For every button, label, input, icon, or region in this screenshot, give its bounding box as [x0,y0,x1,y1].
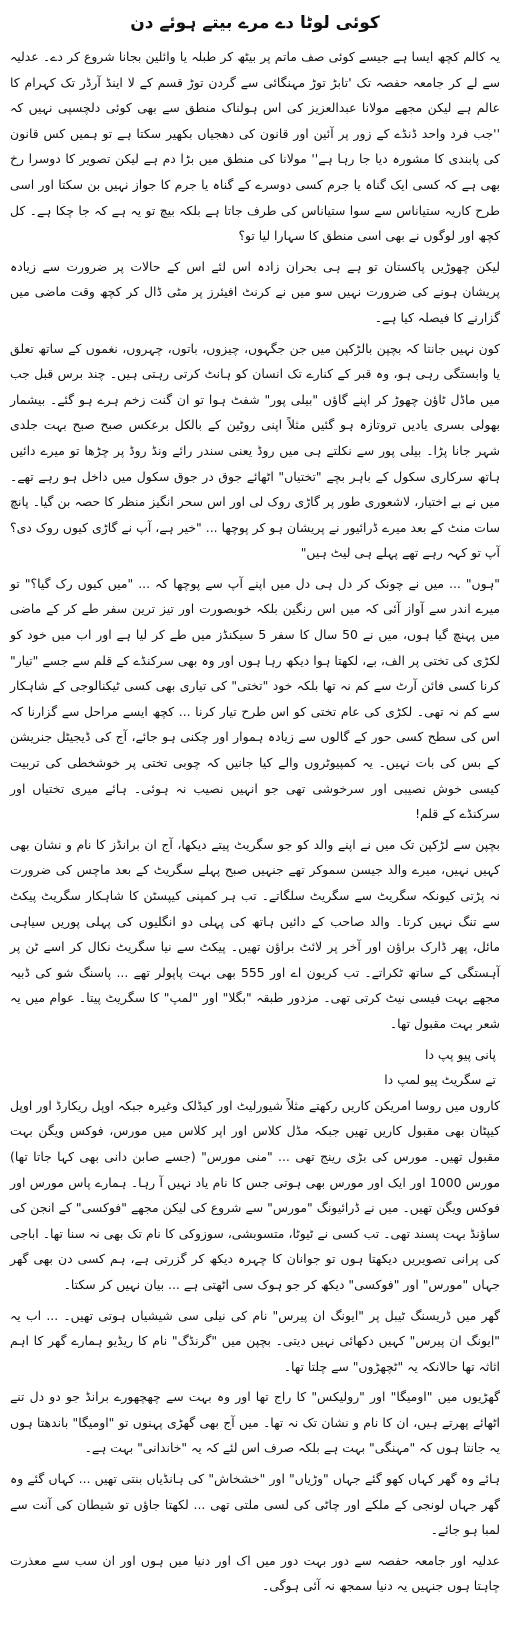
article-paragraph: لیکن چھوڑیں پاکستان تو ہے ہی بحران زادہ اس لئے اس کے حالات پر ضرورت سے زیادہ پریشان ہونے کی ضرورت نہیں سو میں نے کرنٹ افیئرز پر مٹی ڈال کر کچھ وقت ماضی میں گزارنے کا فیصلہ کیا ہے۔ [10,258,500,325]
article-paragraph: گھر میں ڈریسنگ ٹیبل پر "ایونگ ان پیرس" نام کی نیلی سی شیشیاں ہوتی تھیں۔ ... اب یہ "ایونگ ان پیرس" کہیں دکھائی نہیں دیتی۔ بچپن میں "گرنڈگ" نام کا ریڈیو ہمارے گھر کا اہم اثاثہ تھا حالانکہ یہ "ٹچھڑوں" سے چلتا تھا۔ [10,1307,500,1374]
article-paragraph: "ہوں" ... میں نے چونک کر دل ہی دل میں اپنے آپ سے پوچھا کہ ... "میں کیوں رک گیا؟" تو میرے اندر سے آواز آئی کہ میں اس رنگین بلکہ خوبصورت اور تیز ترین سفر طے کر کے ماضی میں پہنچ گیا ہوں، میں نے 50 سال کا سفر 5 سیکنڈز میں طے کر لیا ہے اور اب میں خود کو لکڑی کی تختی پر الف، بے، لکھتا ہوا دیکھ رہا ہوں اور وہ بھی سرکنڈے کے قلم سے جسے "تیار" کرنا کسی فائن آرٹ سے کم نہ تھا بلکہ خود "تختی" کی تیاری بھی کسی ٹیکنالوجی کے شاہکار سے کم نہ تھی۔ لکڑی کی عام تختی کو اس طرح تیار کرنا ... کچھ ایسے مراحل سے گزارنا کہ اس کی سطح کسی حور کے گالوں سے زیادہ ہموار اور چکنی ہو جائے، آج کی ڈیجیٹل جنریشن کے بس کی بات نہیں۔ یہ کمپیوٹروں والے کیا جانیں کہ چوبی تختی پر خوشخطی کی تربیت کیسی خوش نصیبی اور سرخوشی تھی جو انہیں نصیب نہ ہوئی۔ ہائے میری تختیاں اور سرکنڈے کے قلم! [10,575,501,822]
article-paragraph: کون نہیں جانتا کہ بچپن بالڑکپن میں جن جگہوں، چیزوں، باتوں، چہروں، نغموں کے ساتھ تعلق یا وابستگی رہی ہو، وہ قبر کے کنارے تک انسان کو ہانٹ کرتی رہتی ہیں۔ چند برس قبل جب میں ماڈل ٹاؤن چھوڑ کر اپنے گاؤں "بیلی پور" شفٹ ہوا تو ان گنت زخم ہرے ہو گئے۔ بیشمار بھولی بسری یادیں تروتازہ ہو گئیں مثلاً اپنی روٹین کے بالکل برعکس صبح صبح بہت جلدی شہر جانا پڑا۔ بیلی پور سے نکلتے ہی میں روڈ یعنی سندر رائے ونڈ روڈ پر چڑھا تو میرے دائیں ہاتھ سرکاری سکول کے باہر بچے "تختیاں" اٹھائے جوق در جوق سکول میں داخل ہو رہے تھے۔ میں نے بے اختیار، لاشعوری طور پر گاڑی روک لی اور اس سحر انگیز منظر کا حصہ بن گیا۔ پانچ سات منٹ کے بعد میرے ڈرائیور نے پریشان ہو کر پوچھا ... "خیر ہے، آپ نے گاڑی کیوں روک دی؟ آپ تو کہہ رہے تھے پہلے ہی لیٹ ہیں" [10,340,500,561]
article-paragraph: گھڑیوں میں "اومیگا" اور "رولیکس" کا راج تھا اور وہ بہت سے چھچھورے برانڈ جو دو دل تنے اٹھائے پھرتے ہیں، ان کا نام و نشان تک نہ تھا۔ میں آج بھی گھڑی پہنوں تو "اومیگا" باندھتا ہوں یہ جانتا ہوں کہ "مہنگی" بہت ہے بلکہ صرف اس لئے کہ یہ "خاندانی" بہت ہے۔ [10,1389,500,1456]
article-paragraph: عدلیہ اور جامعہ حفصہ سے دور بہت دور میں اک اور دنیا میں ہوں اور ان سب سے معذرت چاہتا ہوں جنہیں یہ دنیا سمجھ نہ آئی ہوگی۔ [10,1552,500,1594]
verse-block [10,1042,500,1093]
article-paragraph: ہائے وہ گھر کہاں کھو گئے جہاں "وڑیاں" اور "خشخاش" کی ہانڈیاں بنتی تھیں ... کہاں گئے وہ گھر جہاں لونجی کے ملکے اور چاٹی کی لسی ملتی تھی ... لکھتا جاؤں تو شیطان کی آنت سے لمبا ہو جائے۔ [10,1471,500,1538]
article-title: کوئی لوٹا دے مرے بیتے ہوئے دن [130,13,380,33]
verse-line: تے سگریٹ پیو لمپ دا [384,1072,496,1088]
article-paragraph: بچپن سے لڑکپن تک میں نے اپنے والد کو جو سگریٹ پیتے دیکھا، آج ان برانڈز کا نام و نشان بھی کہیں نہیں، میرے والد جیسن سموکر تھے جنہیں صبح پہلے سگریٹ کے بعد ماچس کی ضرورت نہ پڑتی کیونکہ سگریٹ سے سگریٹ سلگاتے۔ تب ہر کمپنی کیپسٹن کا شاہکار سگریٹ پیکٹ سے تنگ نہیں کرتا۔ والد صاحب کے دائیں ہاتھ کی پہلی دو انگلیوں کی پہلی پوریں سیاہی مائل، پھر ڈارک براؤن اور آخر پر لائٹ براؤن تھیں۔ پیکٹ سے نیا سگریٹ نکال کر اسے ٹن پر آہستگی کے ساتھ ٹکراتے۔ تب کریون اے اور 555 بھی بہت پاپولر تھے ... پاسنگ شو کی ڈبیہ مجھے بہت فیسی نیٹ کرتی تھی۔ مزدور طبقہ "بگلا" اور "لمپ" کا سگریٹ پیتا۔ عوام میں یہ شعر بہت مقبول تھا۔ [10,836,500,1031]
verse-line: پانی پیو پپ دا [425,1046,496,1062]
article-paragraph: کاروں میں روسا امریکن کاریں رکھتے مثلاً شیورلیٹ اور کیڈلک وغیرہ جبکہ اوپل ریکارڈ اور اوپل کیپٹان بھی مقبول کاریں تھیں جبکہ مڈل کلاس اور اپر کلاس میں مورس، فوکس ویگن بہت مقبول تھیں۔ مورس کی بڑی رینج تھی ... "منی مورس" (جسے صابن دانی بھی کہا جاتا تھا) مورس 1000 اور ایک اور مورس بھی ہوتی جس کا نام یاد نہیں آ رہا۔ ہمارے پاس مورس اور فوکس ویگن تھیں۔ میں نے ڈرائیونگ "مورس" سے شروع کی لیکن مجھے "فوکسی" کے انجن کی ساؤنڈ بہت پسند تھی۔ تب کسی نے ٹیوٹا، متسوبشی، سوزوکی کا نام تک بھی نہ سنا تھا۔ اباجی کی پرانی تصویریں دیکھتا ہوں تو جوانان کا چہرہ دیکھ کر گزرتی ہے، ہم کسی دن بھی گھر جہاں "مورس" اور "فوکسی" دیکھ کر جو ہوک سی اٹھتی ہے ... بیان نہیں کر سکتا۔ [10,1097,501,1292]
article-paragraph: یہ کالم کچھ ایسا ہے جیسے کوئی صف ماتم پر بیٹھ کر طبلہ یا وائلین بجانا شروع کر دے۔ عدلیہ سے لے کر جامعہ حفصہ تک 'تابڑ توڑ مہنگائی سے گردن توڑ قسم کے لا اینڈ آرڈر تک کہرام کا عالم ہے لیکن مجھے مولانا عبدالعزیز کی اس ہولناک منطق سے بھی کوئی دلچسپی نہیں کہ ''جب فرد واحد ڈنڈے کے زور پر آئین اور قانون کی دھجیاں بکھیر سکتا ہے تو ہمیں کس قانون کی پابندی کا مشورہ دیا جا رہا ہے'' مولانا کی منطق میں بڑا دم ہے لیکن تصویر کا دوسرا رخ بھی ہے کہ کسی ایک گناہ یا جرم کسی دوسرے کے گناہ یا جرم کا جواز نہیں بن سکتا اور اسی طرح کاریہ ستیاناس سے سوا ستیاناس کی طرف جاتا ہے بلکہ بیچ تو یہ ہے کہ جا چکا ہے۔ کل کچھ اور لوگوں نے بھی اسی منطق کا سہارا لیا تو؟ [10,49,500,244]
